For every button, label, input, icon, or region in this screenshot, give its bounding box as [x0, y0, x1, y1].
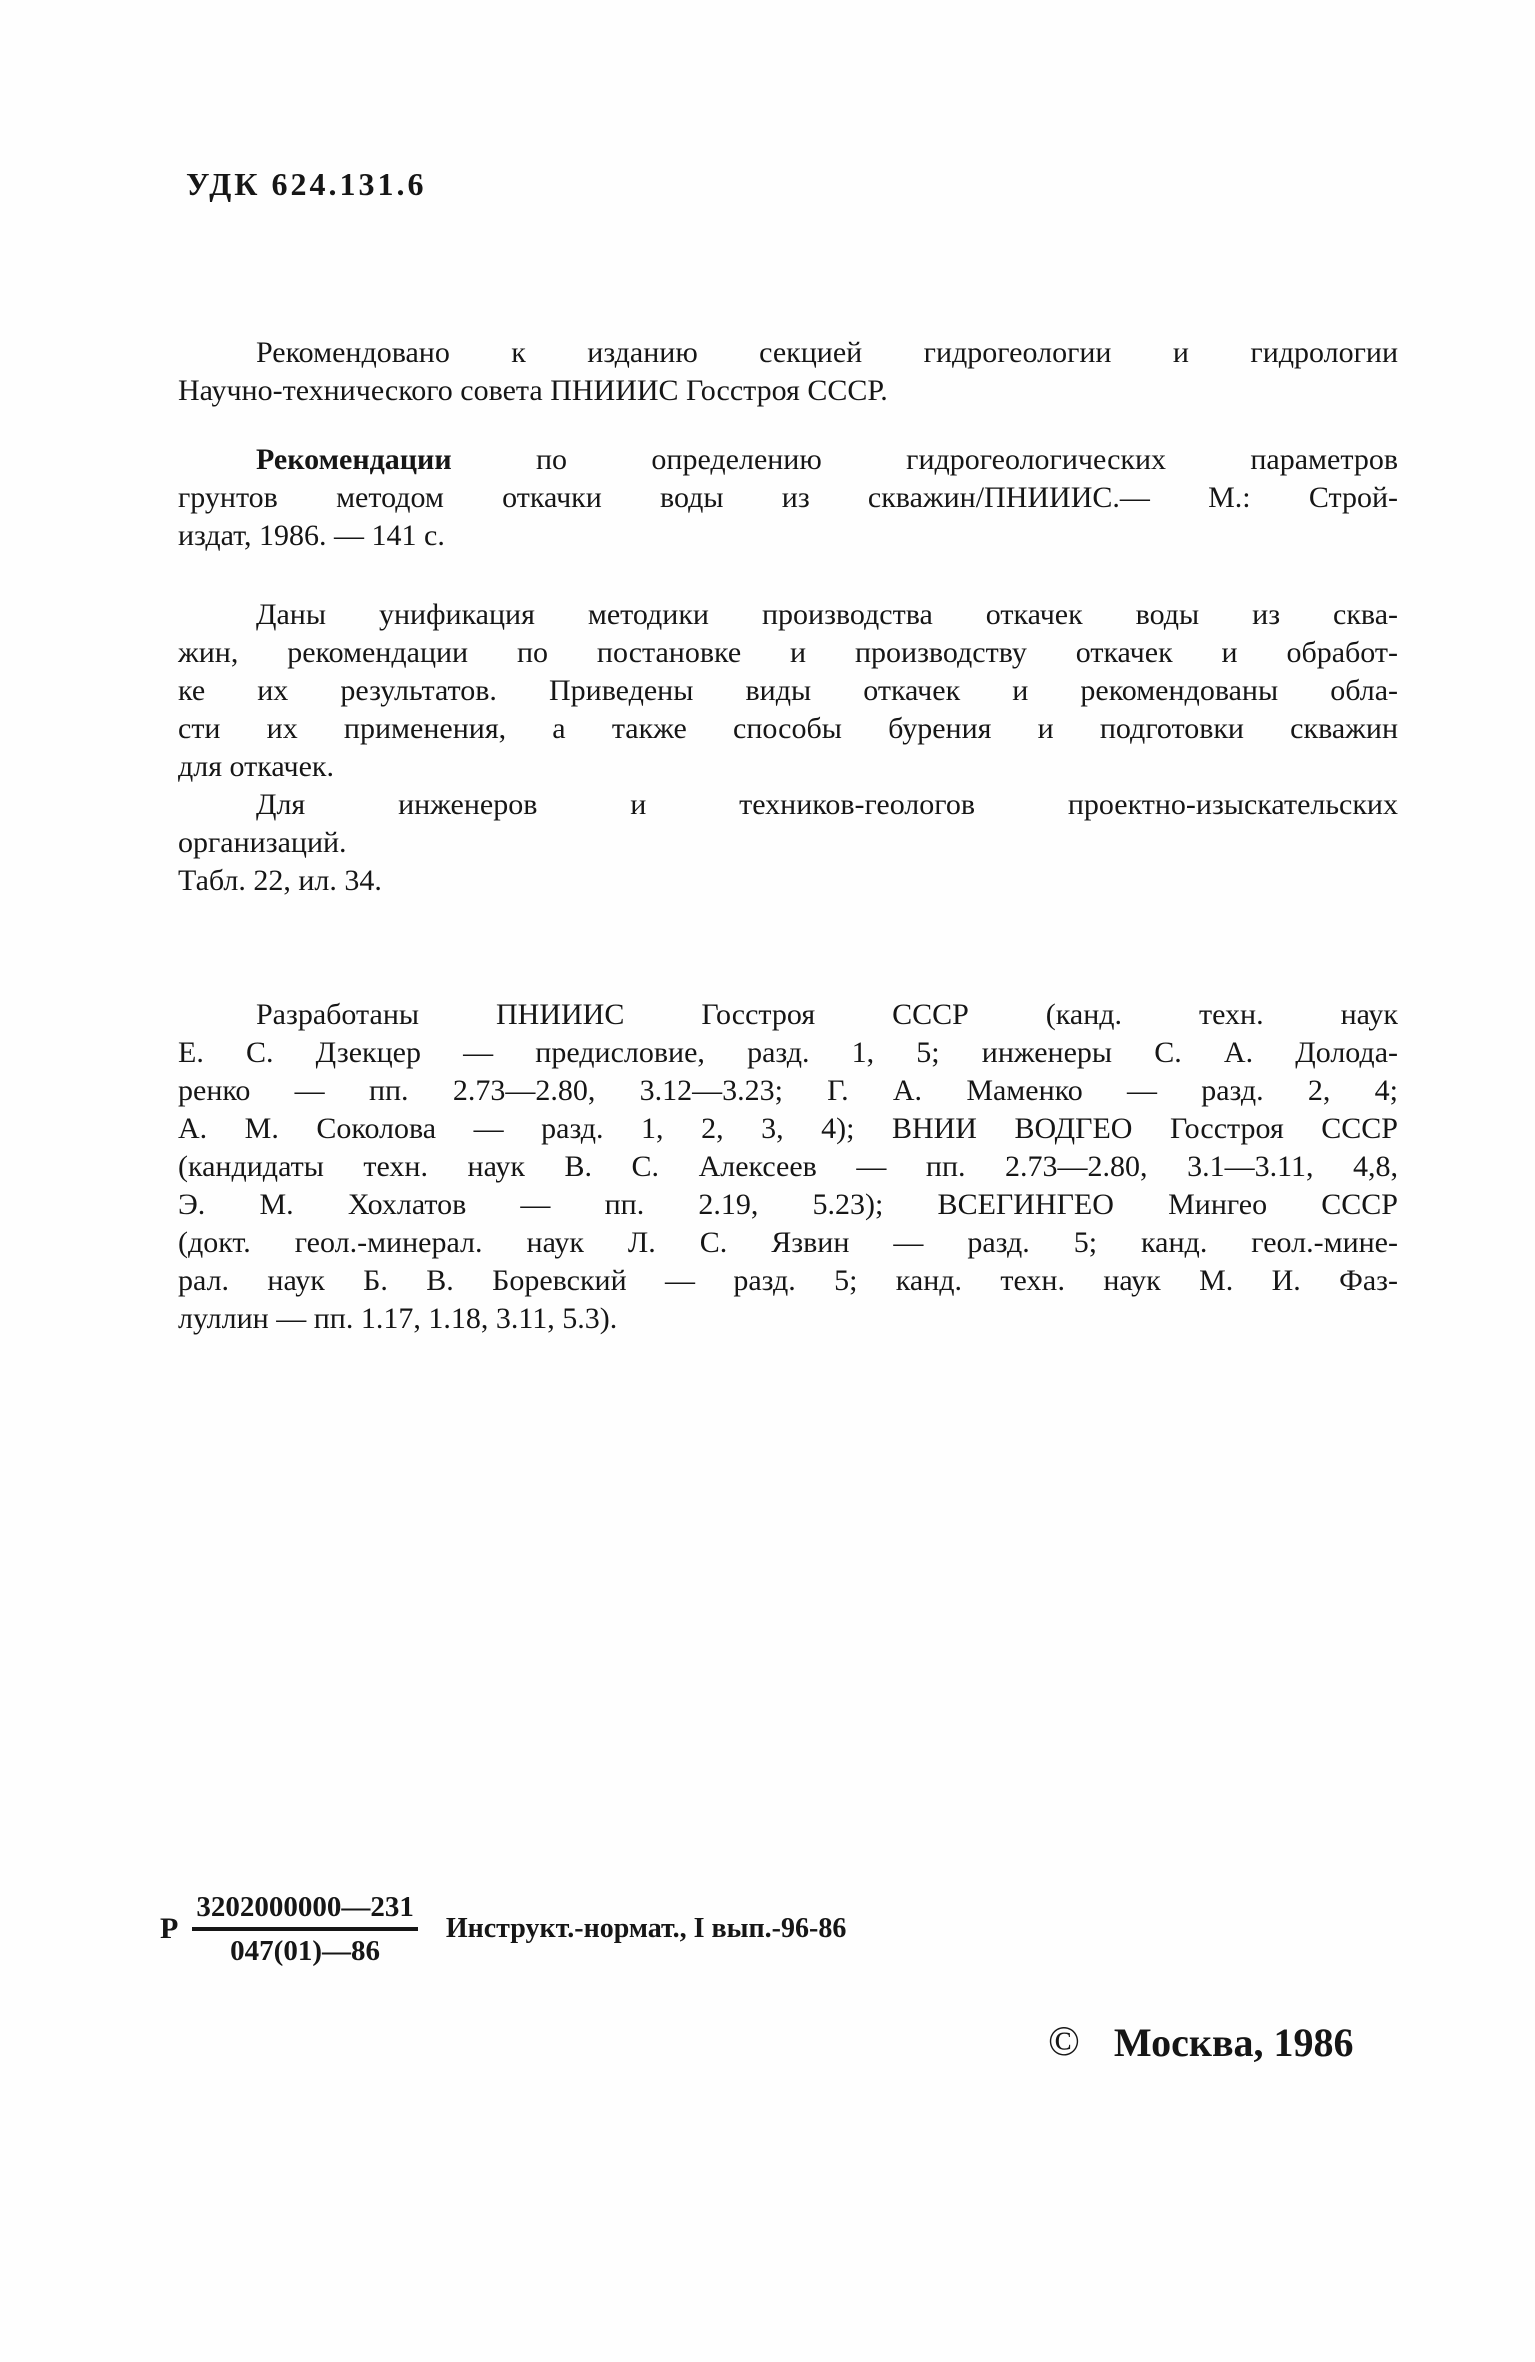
- biblio-line-rest: по определению гидрогеологических параметров: [451, 443, 1398, 476]
- text-line: Разработаны ПНИИИС Госстроя СССР (канд. техн. наук: [256, 998, 1398, 1031]
- text-line: (кандидаты техн. наук В. С. Алексеев — пп. 2.73—2.80, 3.1—3.11, 4,8,: [178, 1150, 1398, 1183]
- imprint-line: [1048, 2018, 1354, 2066]
- catalog-category-note: Инструкт.-нормат., I вып.-96-86: [445, 1913, 847, 1944]
- text-line: издат, 1986. — 141 с.: [178, 519, 445, 552]
- biblio-title-lead: Рекомендации: [256, 443, 452, 476]
- text-line: жин, рекомендации по постановке и производству откачек и обработ-: [178, 636, 1398, 669]
- text-line: Научно-технического совета ПНИИИС Госстроя СССР.: [178, 374, 888, 407]
- catalog-fraction: [192, 1890, 418, 1968]
- abstract-paragraphs: [178, 596, 1398, 900]
- catalog-fraction-numerator: 3202000000—231: [192, 1890, 418, 1931]
- copyright-icon: ©: [1048, 2019, 1080, 2065]
- recommendation-paragraph: [178, 334, 1398, 410]
- text-line: Е. С. Дзекцер — предисловие, разд. 1, 5; инженеры С. А. Долода-: [178, 1036, 1398, 1069]
- text-line: сти их применения, а также способы бурения и подготовки скважин: [178, 712, 1398, 745]
- text-line: А. М. Соколова — разд. 1, 2, 3, 4); ВНИИ ВОДГЕО Госстроя СССР: [178, 1112, 1398, 1145]
- catalog-series-letter: Р: [160, 1912, 179, 1945]
- catalog-fraction-denominator: 047(01)—86: [230, 1935, 380, 1967]
- text-line: Даны унификация методики производства откачек воды из сква-: [256, 598, 1398, 631]
- text-line: организаций.: [178, 826, 347, 859]
- tables-illustrations-note: Табл. 22, ил. 34.: [178, 864, 382, 897]
- text-line: Для инженеров и техников-геологов проектно-изыскательских: [256, 788, 1398, 821]
- authors-credits-paragraph: [178, 996, 1398, 1338]
- text-line: Э. М. Хохлатов — пп. 2.19, 5.23); ВСЕГИНГЕО Мингео СССР: [178, 1188, 1398, 1221]
- text-line: [178, 441, 1398, 479]
- udk-classification-number: УДК 624.131.6: [186, 166, 427, 202]
- city-year: Москва, 1986: [1113, 2019, 1354, 2065]
- text-line: (докт. геол.-минерал. наук Л. С. Язвин — разд. 5; канд. геол.-мине-: [178, 1226, 1398, 1259]
- text-line: Рекомендовано к изданию секцией гидрогеологии и гидрологии: [256, 336, 1398, 369]
- text-line: ренко — пп. 2.73—2.80, 3.12—3.23; Г. А. Маменко — разд. 2, 4;: [178, 1074, 1398, 1107]
- text-line: ке их результатов. Приведены виды откачек и рекомендованы обла-: [178, 674, 1398, 707]
- text-line: луллин — пп. 1.17, 1.18, 3.11, 5.3).: [178, 1302, 618, 1335]
- bibliographic-description-paragraph: [178, 441, 1398, 555]
- text-line: грунтов методом откачки воды из скважин/ПНИИИС.— М.: Строй-: [178, 481, 1398, 514]
- catalog-index-code: [160, 1890, 846, 1968]
- text-line: рал. наук Б. В. Боревский — разд. 5; канд. техн. наук М. И. Фаз-: [178, 1264, 1398, 1297]
- text-line: для откачек.: [178, 750, 334, 783]
